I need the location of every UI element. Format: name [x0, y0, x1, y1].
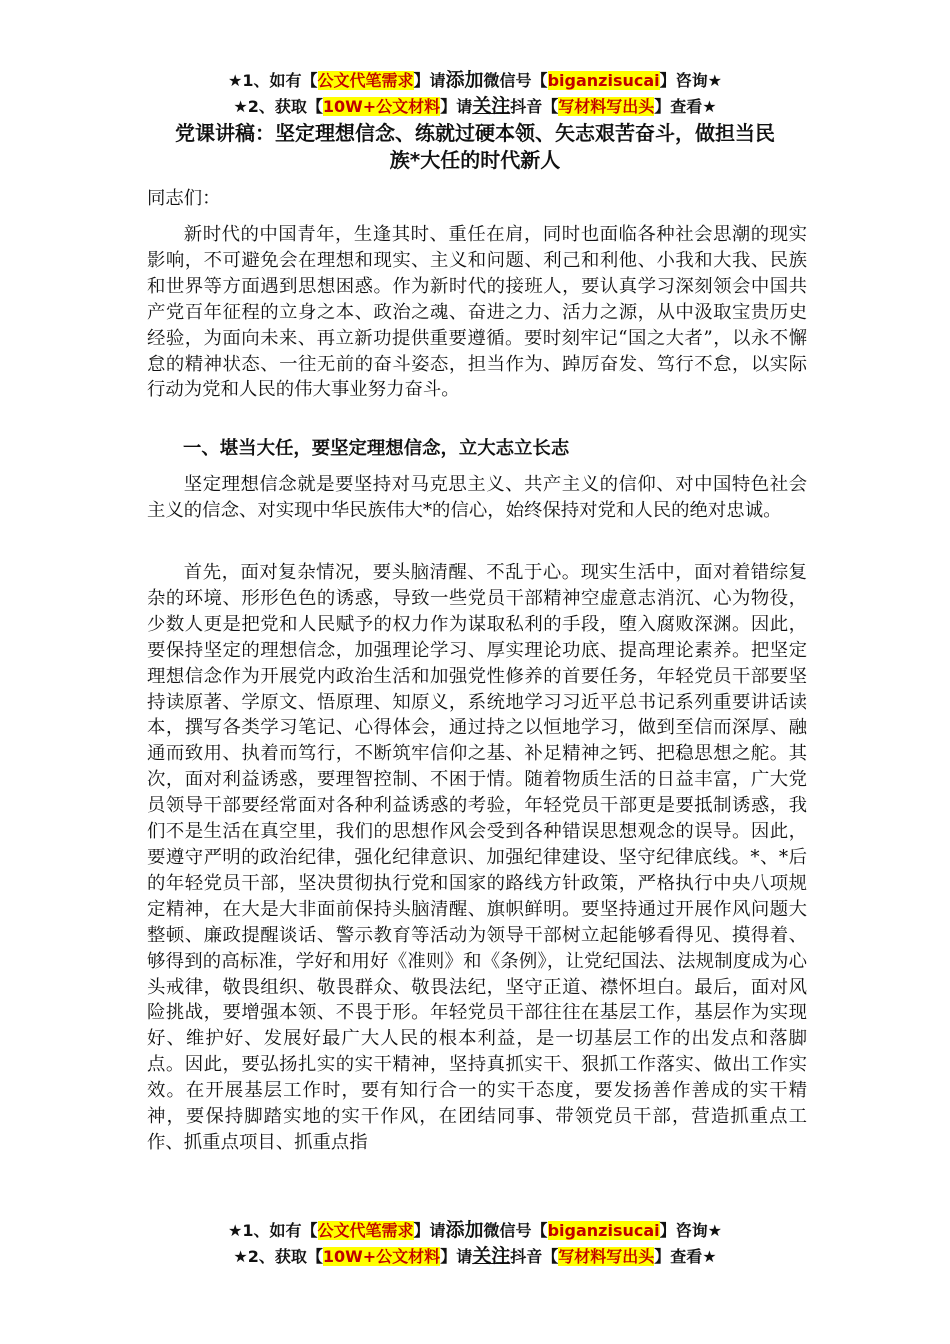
promo-emphasis: 关注: [472, 95, 511, 117]
paragraph-text: 坚定理想信念就是要坚持对马克思主义、共产主义的信仰、对中国特色社会主义的信念、对实现中华民族伟大*的信心，始终保持对党和人民的绝对忠诚。: [147, 474, 807, 521]
paragraph-ideals: [147, 472, 807, 524]
document-title: [120, 120, 830, 174]
promo-text: 微信号【: [483, 71, 548, 90]
promo-wechat-id: biganzisucai: [547, 1221, 660, 1240]
promo-line-2-bottom: [0, 1244, 950, 1269]
promo-text: 】请: [440, 97, 473, 116]
promo-text: 抖音【: [510, 97, 559, 116]
promo-line-2-top: [0, 94, 950, 119]
promo-text: 】请: [413, 71, 446, 90]
promo-suffix: 】查看★: [654, 1247, 717, 1266]
promo-highlight: 10W+公文材料: [322, 97, 441, 116]
promo-prefix: ★2、获取【: [233, 1247, 323, 1266]
promo-douyin-id: 写材料写出头: [558, 97, 655, 116]
promo-highlight: 公文代笔需求: [317, 1221, 414, 1240]
promo-prefix: ★2、获取【: [233, 97, 323, 116]
title-line-2: 族*大任的时代新人: [389, 148, 561, 172]
promo-highlight: 10W+公文材料: [322, 1247, 441, 1266]
promo-text: 】请: [413, 1221, 446, 1240]
title-line-1: 党课讲稿：坚定理想信念、练就过硬本领、矢志艰苦奋斗，做担当民: [175, 121, 775, 145]
promo-line-1-bottom: [0, 1218, 950, 1243]
promo-suffix: 】查看★: [654, 97, 717, 116]
paragraph-main: [147, 560, 807, 1208]
promo-emphasis: 添加: [445, 69, 484, 91]
promo-prefix: ★1、如有【: [228, 1221, 318, 1240]
salutation: 同志们：: [147, 188, 221, 209]
promo-douyin-id: 写材料写出头: [558, 1247, 655, 1266]
section-heading-1: 一、堪当大任，要坚定理想信念，立大志立长志: [183, 438, 570, 459]
promo-text: 抖音【: [510, 1247, 559, 1266]
promo-emphasis: 关注: [472, 1245, 511, 1267]
promo-highlight: 公文代笔需求: [317, 71, 414, 90]
promo-text: 微信号【: [483, 1221, 548, 1240]
paragraph-text: 新时代的中国青年，生逢其时、重任在肩，同时也面临各种社会思潮的现实影响，不可避免会在理想和现实、主义和问题、利己和利他、小我和大我、民族和世界等方面遇到思想困惑。作为新时代的接班人，要认真学习深刻领会中国共产党百年征程的立身之本、政治之魂、奋进之力、活力之源，从中汲取宝贵历史经验，为面向未来、再立新功提供重要遵循。要时刻牢记“国之大者”，以永不懈怠的精神状态、一往无前的奋斗姿态，担当作为、踔厉奋发、笃行不怠，以实际行动为党和人民的伟大事业努力奋斗。: [147, 224, 807, 401]
promo-suffix: 】咨询★: [659, 71, 722, 90]
promo-prefix: ★1、如有【: [228, 71, 318, 90]
promo-suffix: 】咨询★: [659, 1221, 722, 1240]
paragraph-intro: [147, 222, 807, 403]
promo-emphasis: 添加: [445, 1219, 484, 1241]
promo-line-1-top: [0, 68, 950, 93]
promo-wechat-id: biganzisucai: [547, 71, 660, 90]
promo-text: 】请: [440, 1247, 473, 1266]
paragraph-text: 首先，面对复杂情况，要头脑清醒、不乱于心。现实生活中，面对着错综复杂的环境、形形色色的诱惑，导致一些党员干部精神空虚意志消沉、心为物役，少数人更是把党和人民赋予的权力作为谋取私利的手段，堕入腐败深渊。因此，要保持坚定的理想信念，加强理论学习、厚实理论功底、提高理论素养。把坚定理想信念作为开展党内政治生活和加强党性修养的首要任务，年轻党员干部要坚持读原著、学原文、悟原理、知原义，系统地学习习近平总书记系列重要讲话读本，撰写各类学习笔记、心得体会，通过持之以恒地学习，做到至信而深厚、融通而致用、执着而笃行，不断筑牢信仰之基、补足精神之钙、把稳思想之舵。其次，面对利益诱惑，要理智控制、不困于情。随着物质生活的日益丰富，广大党员领导干部要经常面对各种利益诱惑的考验，年轻党员干部更是要抵制诱惑，我们不是生活在真空里，我们的思想作风会受到各种错误思想观念的误导。因此，要遵守严明的政治纪律，强化纪律意识、加强纪律建设、坚守纪律底线。*、*后的年轻党员干部，坚决贯彻执行党和国家的路线方针政策，严格执行中央八项规定精神，在大是大非面前保持头脑清醒、旗帜鲜明。要坚持通过开展作风问题大整顿、廉政提醒谈话、警示教育等活动为领导干部树立起能够看得见、摸得着、够得到的高标准，学好和用好《准则》和《条例》，让党纪国法、法规制度成为心头戒律，敬畏组织、敬畏群众、敬畏法纪，坚守正道、襟怀坦白。最后，面对风险挑战，要增强本领、不畏于形。年轻党员干部往往在基层工作，基层作为实现好、维护好、发展好最广大人民的根本利益，是一切基层工作的出发点和落脚点。因此，要弘扬扎实的实干精神，坚持真抓实干、狠抓工作落实、做出工作实效。在开展基层工作时，要有知行合一的实干态度，要发扬善作善成的实干精神，要保持脚踏实地的实干作风，在团结同事、带领党员干部，营造抓重点工作、抓重点项目、抓重点指: [147, 562, 807, 1153]
